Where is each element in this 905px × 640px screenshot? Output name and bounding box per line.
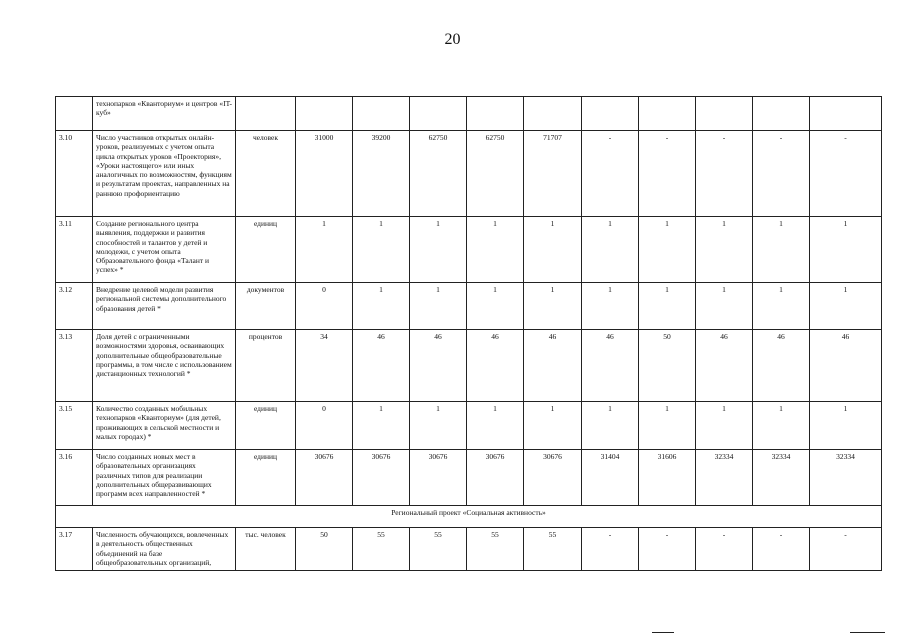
indicator-value: 1 [524, 283, 582, 330]
indicator-value: 1 [696, 402, 753, 450]
indicator-value: 1 [696, 217, 753, 283]
indicator-value: 46 [524, 330, 582, 402]
row-number: 3.15 [56, 402, 93, 450]
indicator-value: - [639, 528, 696, 571]
indicator-value: 1 [639, 283, 696, 330]
unit-of-measure: тыс. человек [236, 528, 296, 571]
indicator-value: - [582, 131, 639, 217]
indicator-value: 1 [467, 283, 524, 330]
indicators-table [55, 96, 882, 571]
row-number: 3.11 [56, 217, 93, 283]
indicator-value: 1 [582, 402, 639, 450]
indicator-value: 1 [753, 217, 810, 283]
indicator-value: - [810, 528, 882, 571]
indicator-value: - [810, 131, 882, 217]
indicator-value: 1 [467, 402, 524, 450]
row-number: 3.13 [56, 330, 93, 402]
table-body [56, 97, 882, 571]
table-row [56, 330, 882, 402]
indicator-value: 32334 [753, 450, 810, 506]
indicator-value [353, 97, 410, 131]
indicator-name: Число участников открытых онлайн-уроков, реализуемых с учетом опыта цикла открытых уроков «Проектория», «Уроки настоящего» или иных аналогичных по возможностям, функциям и результатам проектах, направленных на раннюю профориентацию [93, 131, 236, 217]
table-row [56, 450, 882, 506]
indicator-value: 1 [753, 402, 810, 450]
indicator-value: 1 [353, 402, 410, 450]
indicator-value: 30676 [353, 450, 410, 506]
footer-line-right [850, 632, 885, 633]
row-number: 3.16 [56, 450, 93, 506]
indicator-value: 1 [524, 402, 582, 450]
indicator-value: 1 [810, 283, 882, 330]
footer-lines [0, 632, 905, 634]
indicator-value: 1 [410, 217, 467, 283]
indicator-value: 55 [353, 528, 410, 571]
footer-line-left [652, 632, 674, 633]
indicator-value [524, 97, 582, 131]
indicator-value: 1 [410, 402, 467, 450]
indicator-value: 55 [524, 528, 582, 571]
indicator-value: 62750 [410, 131, 467, 217]
indicator-value [696, 97, 753, 131]
table-row [56, 283, 882, 330]
indicator-value: 30676 [410, 450, 467, 506]
indicator-value: 46 [810, 330, 882, 402]
indicator-value: - [639, 131, 696, 217]
indicator-name: Доля детей с ограниченными возможностями здоровья, осваивающих дополнительные общеобразовательные программы, в том числе с использованием дистанционных технологий * [93, 330, 236, 402]
table-row [56, 528, 882, 571]
page-number: 20 [444, 31, 461, 48]
indicator-value: 50 [639, 330, 696, 402]
indicator-value: 46 [696, 330, 753, 402]
indicator-value: 62750 [467, 131, 524, 217]
row-number [56, 97, 93, 131]
indicator-value: 1 [582, 283, 639, 330]
indicator-value: 31606 [639, 450, 696, 506]
indicator-value [410, 97, 467, 131]
indicator-value: 46 [410, 330, 467, 402]
indicator-value: 1 [353, 283, 410, 330]
indicator-value: 55 [410, 528, 467, 571]
indicator-value: 1 [639, 217, 696, 283]
indicator-value: 30676 [296, 450, 353, 506]
indicator-name: Число созданных новых мест в образовательных организациях различных типов для реализации дополнительных общеразвивающих программ всех направленностей * [93, 450, 236, 506]
indicator-value: 32334 [810, 450, 882, 506]
row-number: 3.10 [56, 131, 93, 217]
table-row [56, 97, 882, 131]
row-number: 3.12 [56, 283, 93, 330]
indicator-name: Численность обучающихся, вовлеченных в деятельность общественных объединений на базе общеобразовательных организаций, [93, 528, 236, 571]
indicator-value: 46 [353, 330, 410, 402]
indicator-value: 1 [810, 217, 882, 283]
indicator-value: 71707 [524, 131, 582, 217]
indicator-value: - [696, 131, 753, 217]
indicator-value: - [696, 528, 753, 571]
indicator-value [467, 97, 524, 131]
indicator-value: 31404 [582, 450, 639, 506]
indicator-value [753, 97, 810, 131]
unit-of-measure: единиц [236, 450, 296, 506]
row-number: 3.17 [56, 528, 93, 571]
indicator-value [810, 97, 882, 131]
indicator-value: - [582, 528, 639, 571]
indicator-value: 1 [410, 283, 467, 330]
table-row [56, 217, 882, 283]
indicator-value: 46 [467, 330, 524, 402]
section-header-row [56, 506, 882, 528]
indicator-name: технопарков «Кванториум» и центров «IT-куб» [93, 97, 236, 131]
indicator-value: 39200 [353, 131, 410, 217]
indicator-value: 30676 [467, 450, 524, 506]
section-title: Региональный проект «Социальная активность» [56, 506, 882, 528]
unit-of-measure: процентов [236, 330, 296, 402]
indicator-value [582, 97, 639, 131]
table-row [56, 131, 882, 217]
indicator-value: 46 [753, 330, 810, 402]
indicator-value: 1 [696, 283, 753, 330]
indicator-value: 32334 [696, 450, 753, 506]
indicator-value: 1 [753, 283, 810, 330]
unit-of-measure: единиц [236, 217, 296, 283]
unit-of-measure: человек [236, 131, 296, 217]
indicator-value: 1 [524, 217, 582, 283]
indicator-value [296, 97, 353, 131]
indicator-value: 34 [296, 330, 353, 402]
indicator-value: - [753, 528, 810, 571]
indicator-value: 1 [296, 217, 353, 283]
indicator-name: Внедрение целевой модели развития региональной системы дополнительного образования детей * [93, 283, 236, 330]
unit-of-measure [236, 97, 296, 131]
indicator-value: 1 [467, 217, 524, 283]
indicator-value: - [753, 131, 810, 217]
indicator-value: 1 [582, 217, 639, 283]
indicator-value: 30676 [524, 450, 582, 506]
indicator-name: Создание регионального центра выявления, поддержки и развития способностей и талантов у детей и молодежи, с учетом опыта Образовательного фонда «Талант и успех» * [93, 217, 236, 283]
indicator-value: 1 [810, 402, 882, 450]
unit-of-measure: документов [236, 283, 296, 330]
indicator-value: 0 [296, 283, 353, 330]
indicator-value [639, 97, 696, 131]
indicator-value: 1 [353, 217, 410, 283]
indicator-value: 0 [296, 402, 353, 450]
indicator-value: 46 [582, 330, 639, 402]
unit-of-measure: единиц [236, 402, 296, 450]
table-row [56, 402, 882, 450]
indicator-value: 50 [296, 528, 353, 571]
indicator-value: 55 [467, 528, 524, 571]
indicator-name: Количество созданных мобильных технопарков «Кванториум» (для детей, проживающих в сельской местности и малых городах) * [93, 402, 236, 450]
indicator-value: 1 [639, 402, 696, 450]
indicator-value: 31000 [296, 131, 353, 217]
